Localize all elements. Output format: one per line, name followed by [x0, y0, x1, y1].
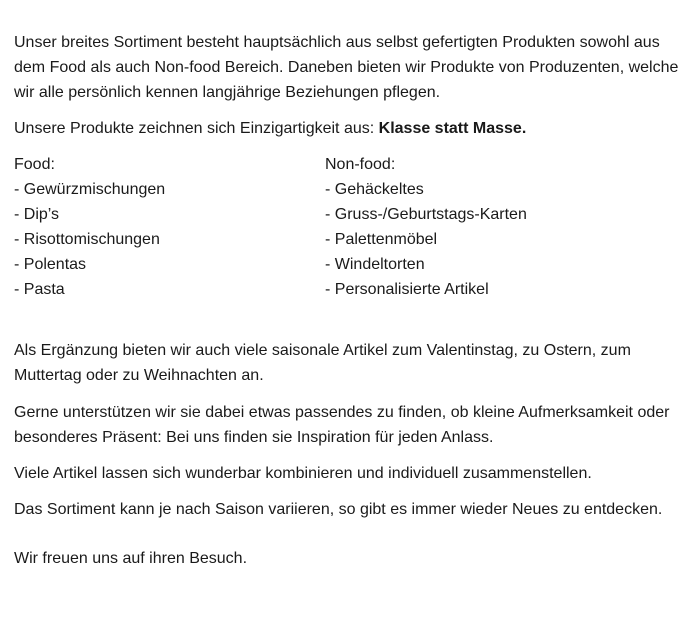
seasonal-paragraph: Als Ergänzung bieten wir auch viele saisonale Artikel zum Valentinstag, zu Ostern, zum Muttertag oder zu Weihnachten an.	[14, 342, 631, 384]
food-list	[14, 152, 325, 302]
uniqueness-emphasis: Klasse statt Masse.	[378, 120, 527, 137]
food-item: - Pasta	[14, 281, 65, 298]
nonfood-item: - Personalisierte Artikel	[325, 281, 489, 298]
season-varies-paragraph: Das Sortiment kann je nach Saison variieren, so gibt es immer wieder Neues zu entdecken.	[14, 501, 663, 518]
food-item: - Dip’s	[14, 206, 60, 223]
uniqueness-paragraph	[14, 116, 686, 141]
food-item: - Polentas	[14, 256, 87, 273]
nonfood-item: - Palettenmöbel	[325, 231, 438, 248]
nonfood-heading: Non-food:	[325, 156, 396, 173]
combine-paragraph: Viele Artikel lassen sich wunderbar kombinieren und individuell zusammenstellen.	[14, 465, 592, 482]
product-lists	[14, 152, 686, 302]
food-item: - Risottomischungen	[14, 231, 160, 248]
closing-paragraph: Wir freuen uns auf ihren Besuch.	[14, 550, 248, 567]
nonfood-item: - Gehäckeltes	[325, 181, 424, 198]
uniqueness-text: Unsere Produkte zeichnen sich Einzigartigkeit aus:	[14, 120, 379, 137]
spacer	[14, 302, 686, 338]
support-paragraph: Gerne unterstützen wir sie dabei etwas passendes zu finden, ob kleine Aufmerksamkeit oder besonderes Präsent: Bei uns finden sie Inspiration für jeden Anlass.	[14, 404, 670, 446]
nonfood-item: - Gruss-/Geburtstags-Karten	[325, 206, 527, 223]
nonfood-list	[325, 152, 665, 302]
nonfood-item: - Windeltorten	[325, 256, 425, 273]
food-heading: Food:	[14, 156, 55, 173]
food-item: - Gewürzmischungen	[14, 181, 166, 198]
intro-paragraph: Unser breites Sortiment besteht hauptsächlich aus selbst gefertigten Produkten sowohl aus dem Food als auch Non-food Bereich. Daneben bieten wir Produkte von Produzenten, welche wir alle persönlich kennen langjährige Beziehungen pflegen.	[14, 34, 679, 101]
